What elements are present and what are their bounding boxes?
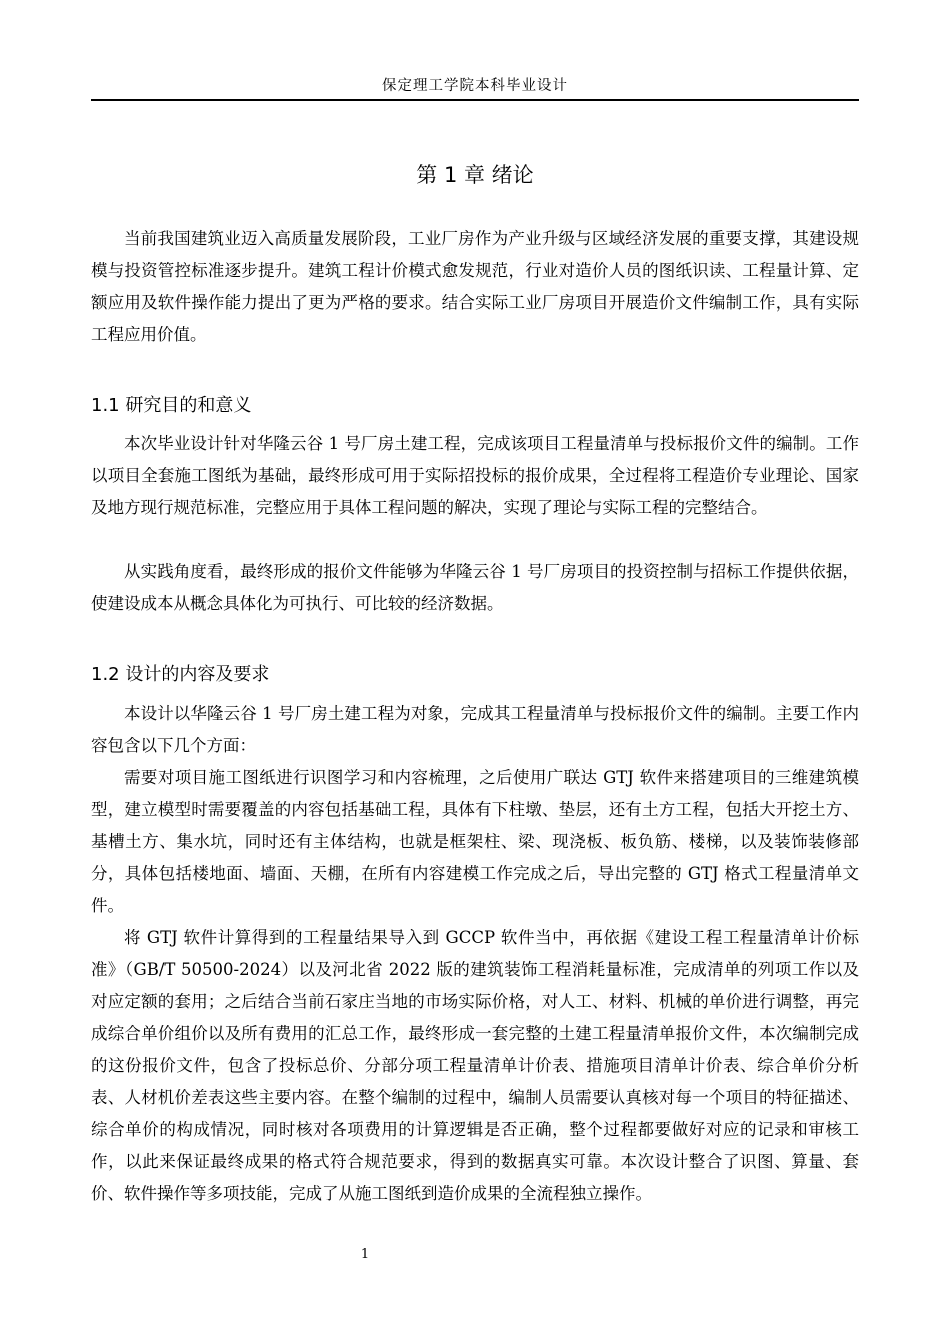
section-1-2-paragraph-1: 本设计以华隆云谷 1 号厂房土建工程为对象，完成其工程量清单与投标报价文件的编制。主要工作内容包含以下几个方面： — [91, 704, 859, 755]
section-1-2-paragraph-3: 将 GTJ 软件计算得到的工程量结果导入到 GCCP 软件当中，再依据《建设工程工程量清单计价标准》（GB/T 50500-2024）以及河北省 2022 版的建筑装饰工程消耗量标准，完成清单的列项工作以及对应定额的套用；之后结合当前石家庄当地的市场实际价格，对人工、材料、机械的单价进行调整，再完成综合单价组价以及所有费用的汇总工作，最终形成一套完整的土建工程量清单报价文件，本次编制完成的这份报价文件，包含了投标总价、分部分项工程量清单计价表、措施项目清单计价表、综合单价分析表、人材机价差表这些主要内容。在整个编制的过程中，编制人员需要认真核对每一个项目的特征描述、综合单价的构成情况，同时核对各项费用的计算逻辑是否正确，整个过程都要做好对应的记录和审核工作，以此来保证最终成果的格式符合规范要求，得到的数据真实可靠。本次设计整合了识图、算量、套价、软件操作等多项技能，完成了从施工图纸到造价成果的全流程独立操作。 — [91, 928, 859, 1203]
section-1-2-paragraph-2: 需要对项目施工图纸进行识图学习和内容梳理，之后使用广联达 GTJ 软件来搭建项目的三维建筑模型，建立模型时需要覆盖的内容包括基础工程，具体有下柱墩、垫层，还有土方工程，包括大开挖土方、基槽土方、集水坑，同时还有主体结构，也就是框架柱、梁、现浇板、板负筋、楼梯，以及装饰装修部分，具体包括楼地面、墙面、天棚，在所有内容建模工作完成之后，导出完整的 GTJ 格式工程量清单文件。 — [91, 768, 859, 915]
section-1-1-paragraph-1: 本次毕业设计针对华隆云谷 1 号厂房土建工程，完成该项目工程量清单与投标报价文件的编制。工作以项目全套施工图纸为基础，最终形成可用于实际招投标的报价成果，全过程将工程造价专业理论、国家及地方现行规范标准，完整应用于具体工程问题的解决，实现了理论与实际工程的完整结合。 — [91, 434, 859, 517]
header-rule — [91, 99, 859, 101]
page-number: 1 — [360, 1247, 370, 1262]
running-header: 保定理工学院本科毕业设计 — [382, 78, 568, 94]
section-1-1-paragraph-2: 从实践角度看，最终形成的报价文件能够为华隆云谷 1 号厂房项目的投资控制与招标工作提供依据，使建设成本从概念具体化为可执行、可比较的经济数据。 — [91, 562, 859, 613]
section-1-1-title: 1.1 研究目的和意义 — [91, 395, 252, 416]
section-1-2-title: 1.2 设计的内容及要求 — [91, 664, 270, 685]
chapter-title: 第 1 章 绪论 — [416, 163, 534, 187]
intro-paragraph-1: 当前我国建筑业迈入高质量发展阶段，工业厂房作为产业升级与区域经济发展的重要支撑，其建设规模与投资管控标准逐步提升。建筑工程计价模式愈发规范，行业对造价人员的图纸识读、工程量计算、定额应用及软件操作能力提出了更为严格的要求。结合实际工业厂房项目开展造价文件编制工作，具有实际工程应用价值。 — [91, 229, 859, 344]
